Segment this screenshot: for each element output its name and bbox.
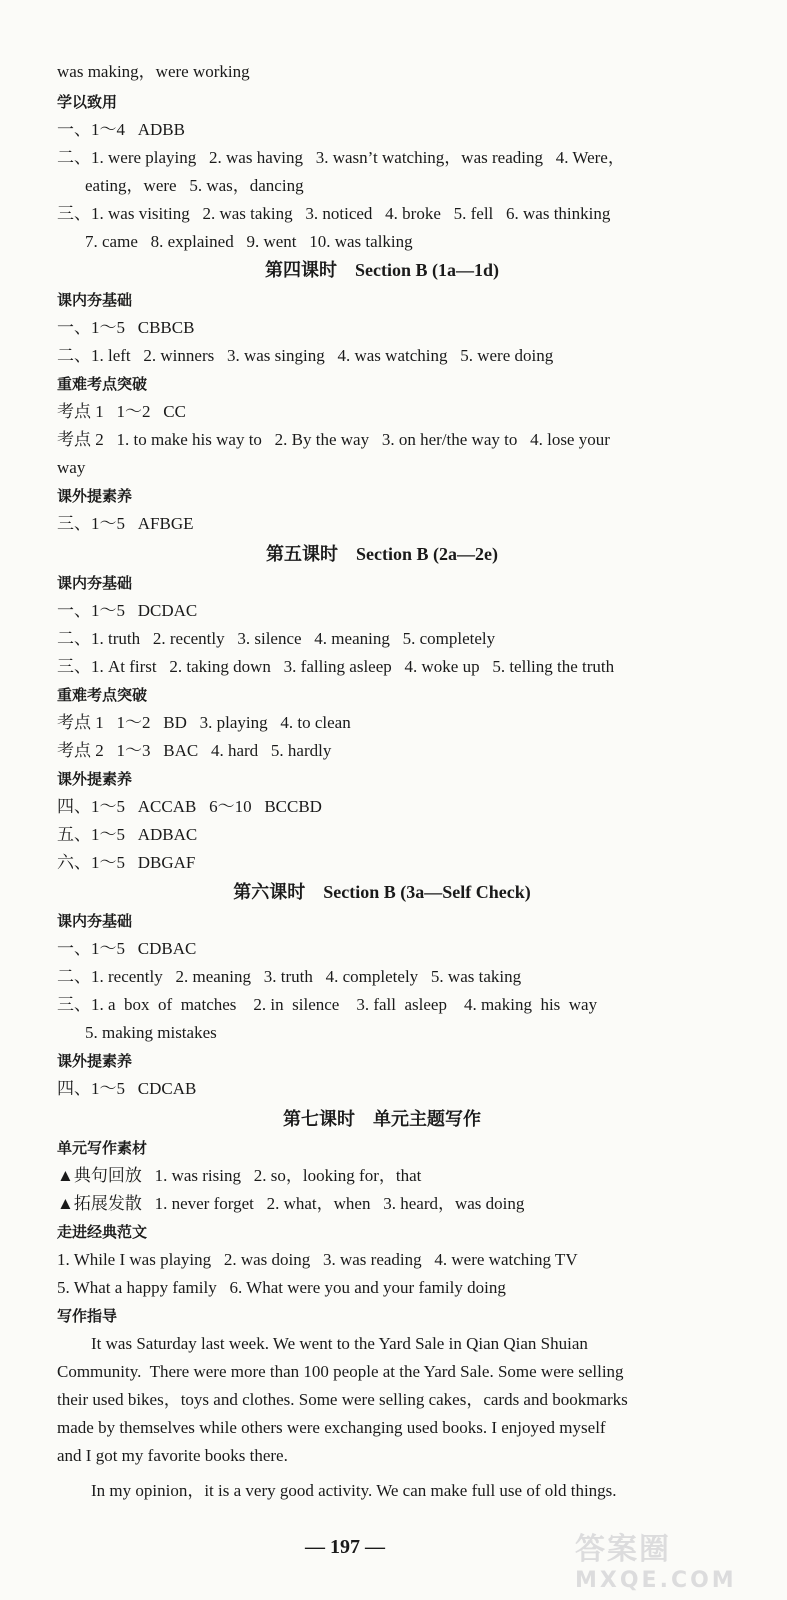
paragraph-line: Community. There were more than 100 people at the Yard Sale. Some were selling (57, 1362, 624, 1381)
watermark-logo (575, 1524, 775, 1594)
subheading: 走进经典范文 (57, 1223, 148, 1241)
subheading: 重难考点突破 (57, 686, 148, 704)
section-title: 第七课时 单元主题写作 (283, 1109, 481, 1129)
watermark-text-bottom: MXQE.COM (575, 1568, 737, 1593)
text-line: 二、1. truth 2. recently 3. silence 4. meaning 5. completely (57, 629, 496, 648)
section-title: 第四课时 Section B (1a—1d) (265, 260, 499, 280)
text-line: 一、1～5 CDBAC (57, 939, 197, 958)
subheading: 课外提素养 (57, 487, 133, 505)
paragraph-line: and I got my favorite books there. (57, 1446, 288, 1465)
subheading: 学以致用 (57, 93, 118, 111)
text-line: 三、1～5 AFBGE (57, 514, 194, 533)
subheading: 单元写作素材 (57, 1139, 148, 1157)
subheading: 课内夯基础 (57, 574, 133, 592)
text-line: 三、1. a box of matches 2. in silence 3. fall asleep 4. making his way (57, 995, 598, 1014)
paragraph-line: It was Saturday last week. We went to the Yard Sale in Qian Qian Shuian (91, 1334, 588, 1353)
text-line: 三、1. was visiting 2. was taking 3. noticed 4. broke 5. fell 6. was thinking (57, 204, 611, 223)
text-line: 1. While I was playing 2. was doing 3. was reading 4. were watching TV (57, 1250, 578, 1269)
text-line: 六、1～5 DBGAF (57, 853, 196, 872)
subheading: 重难考点突破 (57, 375, 148, 393)
text-line: 考点 2 1. to make his way to 2. By the way 3. on her/the way to 4. lose your (57, 430, 610, 449)
subheading: 课内夯基础 (57, 291, 133, 309)
text-line: was making，were working (57, 62, 250, 81)
text-line: 二、1. recently 2. meaning 3. truth 4. completely 5. was taking (57, 967, 522, 986)
text-line: 三、1. At first 2. taking down 3. falling asleep 4. woke up 5. telling the truth (57, 657, 615, 676)
subheading: 课外提素养 (57, 1052, 133, 1070)
text-line: 四、1～5 CDCAB (57, 1079, 197, 1098)
text-line: 二、1. left 2. winners 3. was singing 4. was watching 5. were doing (57, 346, 554, 365)
paragraph-line: their used bikes，toys and clothes. Some were selling cakes，cards and bookmarks (57, 1390, 628, 1409)
page-number: — 197 — (305, 1536, 385, 1558)
subheading: 课内夯基础 (57, 912, 133, 930)
watermark-text-top: 答案圈 (575, 1532, 671, 1567)
section-title: 第五课时 Section B (2a—2e) (266, 544, 498, 564)
text-line: 5. What a happy family 6. What were you and your family doing (57, 1278, 506, 1297)
text-line: ▲拓展发散 1. never forget 2. what，when 3. heard，was doing (57, 1194, 525, 1213)
text-line: 5. making mistakes (85, 1023, 217, 1042)
text-line: 四、1～5 ACCAB 6～10 BCCBD (57, 797, 322, 816)
text-line: 一、1～5 CBBCB (57, 318, 195, 337)
text-line: 7. came 8. explained 9. went 10. was talking (85, 232, 413, 251)
text-line: 二、1. were playing 2. was having 3. wasn’t watching，was reading 4. Were， (57, 148, 625, 167)
text-line: 考点 2 1～3 BAC 4. hard 5. hardly (57, 741, 332, 760)
section-title: 第六课时 Section B (3a—Self Check) (233, 882, 531, 902)
subheading: 课外提素养 (57, 770, 133, 788)
paragraph-line: In my opinion，it is a very good activity. We can make full use of old things. (91, 1481, 617, 1500)
text-line: 一、1～5 DCDAC (57, 601, 198, 620)
text-line: way (57, 458, 86, 477)
text-line: 五、1～5 ADBAC (57, 825, 198, 844)
subheading: 写作指导 (57, 1307, 118, 1325)
text-line: 考点 1 1～2 CC (57, 402, 186, 421)
text-line: 考点 1 1～2 BD 3. playing 4. to clean (57, 713, 351, 732)
text-line: eating，were 5. was，dancing (85, 176, 304, 195)
text-line: ▲典句回放 1. was rising 2. so，looking for，that (57, 1166, 422, 1185)
paragraph-line: made by themselves while others were exchanging used books. I enjoyed myself (57, 1418, 606, 1437)
text-line: 一、1～4 ADBB (57, 120, 185, 139)
